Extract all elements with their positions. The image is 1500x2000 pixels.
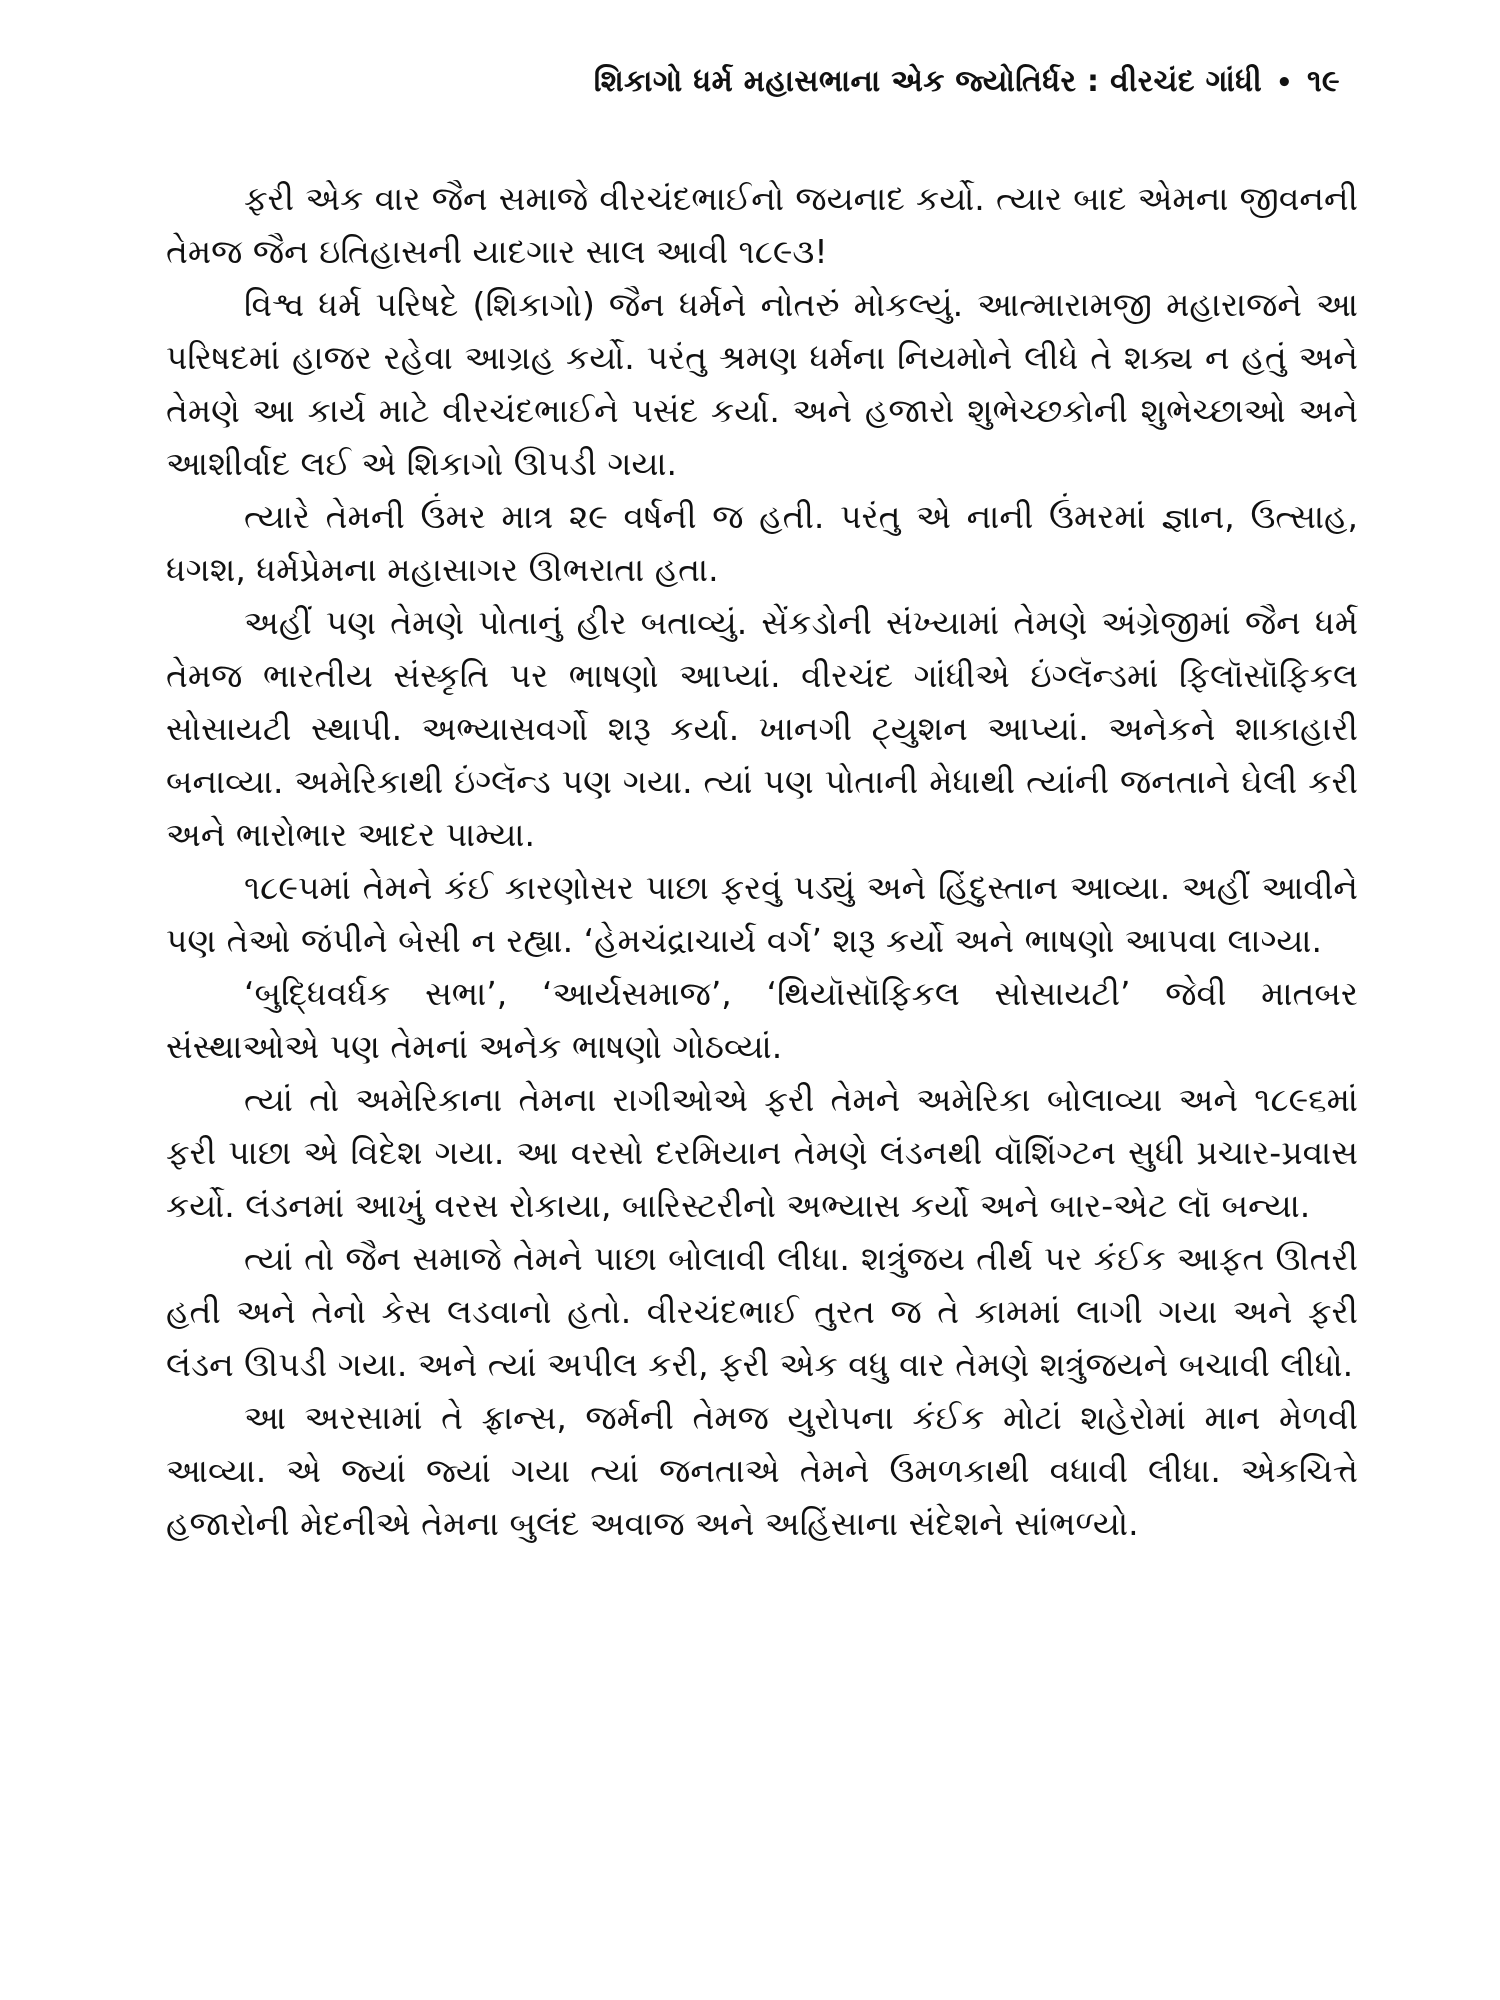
paragraph-3: ત્યારે તેમની ઉંમર માત્ર ૨૯ વર્ષની જ હતી. પરંતુ એ નાની ઉંમરમાં જ્ઞાન, ઉત્સાહ, ધગશ, ધર્મપ્રેમના મહાસાગર ઊભરાતા હતા. <box>166 497 1358 589</box>
paragraph-6: ‘બુદ્ધિવર્ધક સભા’, ‘આર્યસમાજ’, ‘થિયૉસૉફિકલ સોસાયટી’ જેવી માતબર સંસ્થાઓએ પણ તેમનાં અનેક ભાષણો ગોઠવ્યાં. <box>166 974 1358 1066</box>
page-number: ૧૯ <box>1306 64 1340 99</box>
paragraph-7: ત્યાં તો અમેરિકાના તેમના રાગીઓએ ફરી તેમને અમેરિકા બોલાવ્યા અને ૧૮૯૬માં ફરી પાછા એ વિદેશ ગયા. આ વરસો દરમિયાન તેમણે લંડનથી વૉશિંગ્ટન સુધી પ્રચાર-પ્રવાસ કર્યો. લંડનમાં આખું વરસ રોકાયા, બારિસ્ટરીનો અભ્યાસ કર્યો અને બાર-એટ લૉ બન્યા. <box>166 1080 1358 1225</box>
paragraph-5: ૧૮૯૫માં તેમને કંઈ કારણોસર પાછા ફરવું પડ્યું અને હિંદુસ્તાન આવ્યા. અહીં આવીને પણ તેઓ જંપીને બેસી ન રહ્યા. ‘હેમચંદ્રાચાર્ય વર્ગ’ શરૂ કર્યો અને ભાષણો આપવા લાગ્યા. <box>166 868 1358 960</box>
header-bullet: • <box>1276 68 1293 98</box>
body-text <box>166 172 1358 1550</box>
paragraph-9: આ અરસામાં તે ફ્રાન્સ, જર્મની તેમજ યુરોપના કંઈક મોટાં શહેરોમાં માન મેળવી આવ્યા. એ જ્યાં જ્યાં ગયા ત્યાં જનતાએ તેમને ઉમળકાથી વધાવી લીધા. એકચિત્તે હજારોની મેદનીએ તેમના બુલંદ અવાજ અને અહિંસાના સંદેશને સાંભળ્યો. <box>166 1398 1358 1543</box>
paragraph-2: વિશ્વ ધર્મ પરિષદે (શિકાગો) જૈન ધર્મને નોતરું મોકલ્યું. આત્મારામજી મહારાજને આ પરિષદમાં હાજર રહેવા આગ્રહ કર્યો. પરંતુ શ્રમણ ધર્મના નિયમોને લીધે તે શક્ય ન હતું અને તેમણે આ કાર્ય માટે વીરચંદભાઈને પસંદ કર્યા. અને હજારો શુભેચ્છકોની શુભેચ્છાઓ અને આશીર્વાદ લઈ એ શિકાગો ઊપડી ગયા. <box>166 285 1358 483</box>
paragraph-8: ત્યાં તો જૈન સમાજે તેમને પાછા બોલાવી લીધા. શત્રુંજય તીર્થ પર કંઈક આફત ઊતરી હતી અને તેનો કેસ લડવાનો હતો. વીરચંદભાઈ તુરત જ તે કામમાં લાગી ગયા અને ફરી લંડન ઊપડી ગયા. અને ત્યાં અપીલ કરી, ફરી એક વધુ વાર તેમણે શત્રુંજયને બચાવી લીધો. <box>166 1239 1358 1384</box>
paragraph-4: અહીં પણ તેમણે પોતાનું હીર બતાવ્યું. સેંકડોની સંખ્યામાં તેમણે અંગ્રેજીમાં જૈન ધર્મ તેમજ ભારતીય સંસ્કૃતિ પર ભાષણો આપ્યાં. વીરચંદ ગાંધીએ ઇંગ્લૅન્ડમાં ફિલૉસૉફિકલ સોસાયટી સ્થાપી. અભ્યાસવર્ગો શરૂ કર્યા. ખાનગી ટ્યુશન આપ્યાં. અનેકને શાકાહારી બનાવ્યા. અમેરિકાથી ઇંગ્લૅન્ડ પણ ગયા. ત્યાં પણ પોતાની મેધાથી ત્યાંની જનતાને ઘેલી કરી અને ભારોભાર આદર પામ્યા. <box>166 603 1358 854</box>
paragraph-1: ફરી એક વાર જૈન સમાજે વીરચંદભાઈનો જયનાદ કર્યો. ત્યાર બાદ એમના જીવનની તેમજ જૈન ઇતિહાસની યાદગાર સાલ આવી ૧૮૯૩! <box>166 179 1358 271</box>
running-header <box>240 62 1340 103</box>
running-title: શિકાગો ધર્મ મહાસભાના એક જ્યોતિર્ધર : વીરચંદ ગાંધી <box>593 64 1263 99</box>
